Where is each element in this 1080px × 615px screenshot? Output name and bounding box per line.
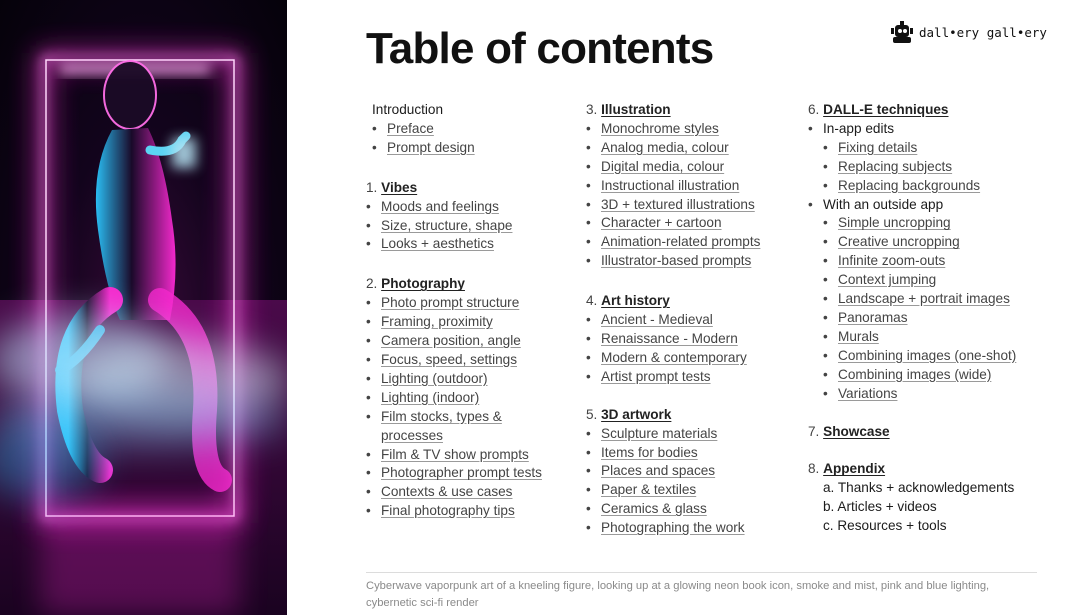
- section-heading-showcase[interactable]: 7. Showcase: [808, 423, 890, 439]
- toc-entry[interactable]: • 3D + textured illustrations: [586, 196, 755, 212]
- section-heading-vibes[interactable]: 1. Vibes: [366, 179, 418, 195]
- section-heading-art-history[interactable]: 4. Art history: [586, 293, 670, 309]
- toc-entry[interactable]: • Context jumping: [823, 272, 937, 288]
- toc-entry[interactable]: • Fixing details: [823, 139, 918, 155]
- toc-entry[interactable]: • Lighting (indoor): [366, 389, 480, 405]
- toc-entry[interactable]: • Prompt design: [372, 139, 475, 155]
- appendix-entry: a. Thanks + acknowledgements: [823, 480, 1015, 496]
- toc-entry[interactable]: • Film stocks, types &: [366, 408, 502, 424]
- toc-entry[interactable]: • Replacing backgrounds: [823, 177, 981, 193]
- toc-entry[interactable]: • Size, structure, shape: [366, 217, 513, 233]
- toc-entry[interactable]: • Camera position, angle: [366, 333, 521, 349]
- toc-entry-continuation[interactable]: processes: [381, 427, 443, 443]
- page-title: Table of contents: [366, 24, 714, 73]
- toc-entry[interactable]: • Analog media, colour: [586, 139, 729, 155]
- subsection-label-outside-app: • With an outside app: [808, 196, 944, 212]
- toc-page: [287, 0, 1080, 615]
- brand-logo[interactable]: [891, 20, 1047, 44]
- image-caption: Cyberwave vaporpunk art of a kneeling figure, looking up at a glowing neon book icon, smoke and mist, pink and blue lighting, cybernetic sci-fi render: [366, 580, 990, 609]
- toc-entry[interactable]: • Ceramics & glass: [586, 501, 707, 517]
- section-heading-appendix[interactable]: 8. Appendix: [808, 461, 886, 477]
- appendix-entry: b. Articles + videos: [823, 499, 937, 515]
- toc-entry[interactable]: • Instructional illustration: [586, 177, 740, 193]
- toc-entry[interactable]: • Simple uncropping: [823, 215, 951, 231]
- toc-entry[interactable]: • Final photography tips: [366, 503, 515, 519]
- toc-entry[interactable]: • Variations: [823, 385, 898, 401]
- toc-entry[interactable]: • Lighting (outdoor): [366, 370, 488, 386]
- section-heading-photography[interactable]: 2. Photography: [366, 276, 465, 292]
- toc-entry[interactable]: • Monochrome styles: [586, 120, 719, 136]
- section-heading-dall-e-techniques[interactable]: 6. DALL-E techniques: [808, 102, 949, 117]
- toc-entry[interactable]: • Photographing the work: [586, 520, 745, 536]
- toc-entry[interactable]: • Focus, speed, settings: [366, 351, 518, 367]
- toc-entry[interactable]: • Contexts & use cases: [366, 484, 513, 500]
- toc-entry[interactable]: • Digital media, colour: [586, 158, 725, 174]
- toc-column-1: [366, 101, 542, 521]
- toc-entry[interactable]: • Sculpture materials: [586, 425, 718, 441]
- toc-entry[interactable]: • Combining images (one-shot): [823, 347, 1017, 363]
- cover-artwork: [0, 0, 287, 615]
- toc-entry[interactable]: • Photo prompt structure: [366, 295, 520, 311]
- toc-entry[interactable]: • Looks + aesthetics: [366, 236, 494, 252]
- toc-entry[interactable]: • Landscape + portrait images: [823, 291, 1010, 307]
- toc-entry[interactable]: • Framing, proximity: [366, 314, 493, 330]
- toc-entry[interactable]: • Character + cartoon: [586, 215, 722, 231]
- toc-entry[interactable]: • Places and spaces: [586, 463, 716, 479]
- robot-logo-icon: [891, 20, 913, 44]
- toc-entry[interactable]: • Creative uncropping: [823, 234, 960, 250]
- toc-entry[interactable]: • Photographer prompt tests: [366, 465, 542, 481]
- toc-entry[interactable]: • Film & TV show prompts: [366, 446, 529, 462]
- toc-entry[interactable]: • Renaissance - Modern: [586, 330, 738, 346]
- toc-entry[interactable]: • Items for bodies: [586, 444, 698, 460]
- toc-entry[interactable]: • Preface: [372, 120, 434, 136]
- toc-column-3: [808, 101, 1016, 536]
- section-heading-introduction: Introduction: [372, 102, 444, 117]
- toc-entry[interactable]: • Paper & textiles: [586, 482, 697, 498]
- toc-entry[interactable]: • Murals: [823, 328, 879, 344]
- logo-wordmark: dall•ery gall•ery: [919, 24, 1047, 40]
- toc-entry[interactable]: • Combining images (wide): [823, 366, 992, 382]
- neon-figure-illustration: [0, 0, 287, 615]
- section-heading-illustration[interactable]: 3. Illustration: [586, 102, 671, 117]
- toc-column-2: [586, 101, 760, 538]
- toc-entry[interactable]: • Artist prompt tests: [586, 368, 711, 384]
- toc-entry[interactable]: • Panoramas: [823, 309, 908, 325]
- caption-divider: [366, 572, 1037, 573]
- toc-entry[interactable]: • Ancient - Medieval: [586, 312, 713, 328]
- toc-entry[interactable]: • Moods and feelings: [366, 198, 499, 214]
- section-heading-3d-artwork[interactable]: 5. 3D artwork: [586, 406, 672, 422]
- subsection-label-in-app: • In-app edits: [808, 120, 895, 136]
- appendix-entry: c. Resources + tools: [823, 518, 947, 534]
- toc-entry[interactable]: • Illustrator-based prompts: [586, 253, 752, 269]
- toc-entry[interactable]: • Animation-related prompts: [586, 234, 761, 250]
- toc-entry[interactable]: • Replacing subjects: [823, 158, 953, 174]
- toc-entry[interactable]: • Infinite zoom-outs: [823, 253, 946, 269]
- toc-entry[interactable]: • Modern & contemporary: [586, 349, 747, 365]
